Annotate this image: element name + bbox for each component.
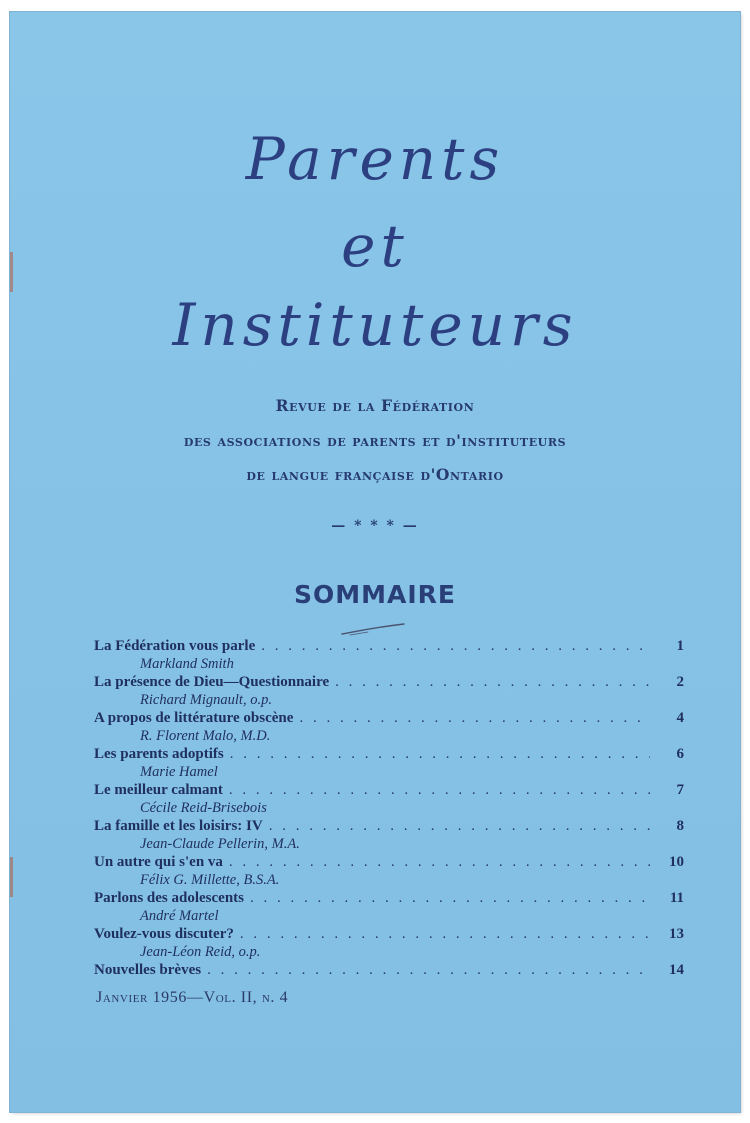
toc-dot-leader xyxy=(269,818,650,835)
toc-entry-author: Richard Mignault, o.p. xyxy=(140,692,272,708)
toc-entry-author: Félix G. Millette, B.S.A. xyxy=(140,872,280,888)
toc-entry-author: Jean-Léon Reid, o.p. xyxy=(140,944,261,960)
toc-entry-page: 10 xyxy=(669,854,684,870)
toc-entry-title: A propos de littérature obscène xyxy=(94,710,294,726)
toc-entry-author: Cécile Reid-Brisebois xyxy=(140,800,267,816)
toc-entry-title: Un autre qui s'en va xyxy=(94,854,223,870)
toc-heading: SOMMAIRE xyxy=(294,580,456,609)
toc-entry-title: Nouvelles brèves xyxy=(94,962,202,978)
toc-entry[interactable] xyxy=(94,638,684,674)
toc-entry-author: Marie Hamel xyxy=(140,764,218,780)
toc-entry-page: 11 xyxy=(669,890,684,906)
toc-dot-leader xyxy=(240,926,650,943)
toc-entry[interactable] xyxy=(94,962,684,979)
toc-dot-leader xyxy=(250,890,650,907)
pen-check-mark xyxy=(340,622,410,638)
toc-entry-page: 6 xyxy=(676,746,684,762)
toc-entry[interactable] xyxy=(94,746,684,782)
title-line-parents: Parents xyxy=(245,125,505,193)
title-line-et: et xyxy=(341,212,409,280)
toc-dot-leader xyxy=(335,674,650,691)
toc-entry-author: Jean-Claude Pellerin, M.A. xyxy=(140,836,300,852)
section-ornament: — * * * — xyxy=(331,518,419,534)
toc-entry-page: 4 xyxy=(676,710,684,726)
toc-entry-title: Voulez-vous discuter? xyxy=(94,926,234,942)
binding-staple-mark xyxy=(10,857,13,897)
toc-entry[interactable] xyxy=(94,890,684,926)
toc-entry-title: La Fédération vous parle xyxy=(94,638,256,654)
toc-entry-title: Les parents adoptifs xyxy=(94,746,224,762)
toc-entry[interactable] xyxy=(94,710,684,746)
toc-dot-leader xyxy=(299,710,650,727)
toc-entry-title: Le meilleur calmant xyxy=(94,782,223,798)
title-line-instituteurs: Instituteurs xyxy=(172,291,578,359)
issue-date-volume: Janvier 1956—Vol. II, n. 4 xyxy=(96,989,289,1006)
toc-entry-author: R. Florent Malo, M.D. xyxy=(140,728,271,744)
toc-entry-title: Parlons des adolescents xyxy=(94,890,244,906)
toc-dot-leader xyxy=(229,782,650,799)
toc-entry[interactable] xyxy=(94,674,684,710)
toc-entry-page: 1 xyxy=(676,638,684,654)
toc-entry-title: La famille et les loisirs: IV xyxy=(94,818,263,834)
toc-entry[interactable] xyxy=(94,854,684,890)
toc-entry[interactable] xyxy=(94,818,684,854)
toc-entry-author: André Martel xyxy=(140,908,219,924)
toc-entry-author: Markland Smith xyxy=(140,656,234,672)
subtitle-line-1: Revue de la Fédération xyxy=(275,396,475,415)
toc-entry[interactable] xyxy=(94,782,684,818)
subtitle-line-3: de langue française d'Ontario xyxy=(246,465,504,484)
toc-dot-leader xyxy=(229,854,650,871)
subtitle-line-2: des associations de parents et d'instituteurs xyxy=(183,431,567,450)
toc-entry-page: 7 xyxy=(676,782,684,798)
toc-entry-page: 14 xyxy=(669,962,684,978)
toc-entry-title: La présence de Dieu—Questionnaire xyxy=(94,674,330,690)
toc-dot-leader xyxy=(207,962,650,979)
toc-entry[interactable] xyxy=(94,926,684,962)
toc-entry-page: 2 xyxy=(676,674,684,690)
toc-dot-leader xyxy=(230,746,650,763)
toc-entry-page: 13 xyxy=(669,926,684,942)
toc-dot-leader xyxy=(261,638,650,655)
magazine-cover xyxy=(10,12,740,1112)
table-of-contents xyxy=(94,638,684,979)
toc-entry-page: 8 xyxy=(676,818,684,834)
